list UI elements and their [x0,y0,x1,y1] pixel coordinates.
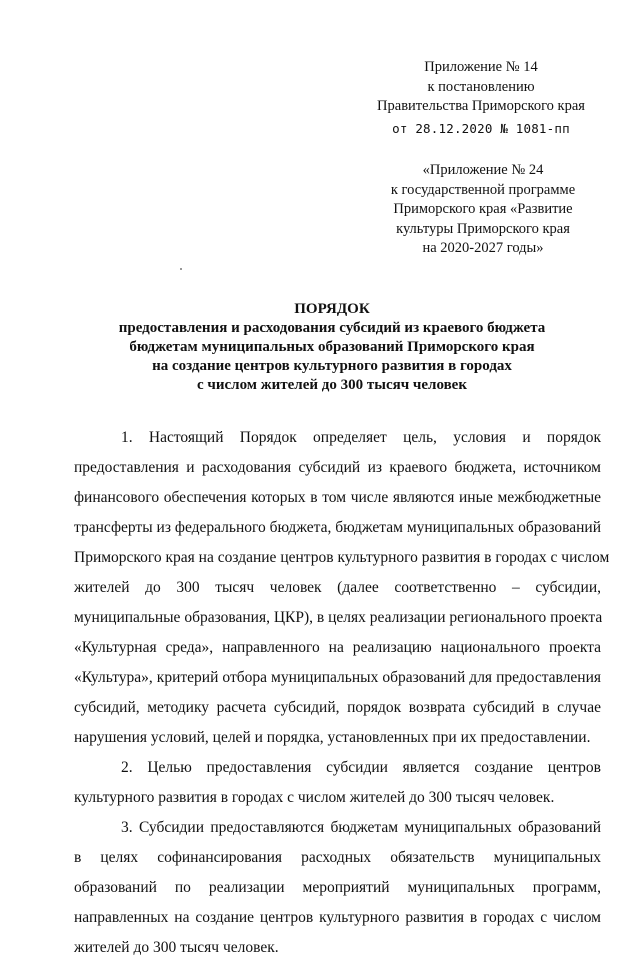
paragraph-line: в целях софинансирования расходных обязательств муниципальных [74,849,601,866]
paragraph-line: Приморского края на создание центров культурного развития в городах с числом [74,549,610,566]
program-reference [370,161,596,259]
document-title [80,300,584,395]
program-ref-line-3: Приморского края «Развитие [393,201,573,217]
attachment-resolution: к постановлению [427,78,535,95]
scan-speck [180,268,182,270]
paragraph-3 [74,813,601,963]
title-line-2: бюджетам муниципальных образований Приморского края [129,339,535,355]
paragraph-line: трансферты из федерального бюджета, бюджетам муниципальных образований [74,519,601,536]
program-ref-line-4: культуры Приморского края [396,220,570,237]
paragraph-line: финансового обеспечения которых в том числе являются иные межбюджетные [74,489,601,506]
paragraph-line: жителей до 300 тысяч человек. [74,939,279,956]
paragraph-line: жителей до 300 тысяч человек (далее соответственно – субсидии, [74,579,601,596]
paragraph-line: нарушения условий, целей и порядка, установленных при их предоставлении. [74,729,591,746]
paragraph-line: 1. Настоящий Порядок определяет цель, условия и порядок [121,429,601,446]
paragraph-line: культурного развития в городах с числом жителей до 300 тысяч человек. [74,789,555,806]
paragraph-2 [74,753,601,813]
document-body [74,423,610,963]
title-heading: ПОРЯДОК [294,301,370,317]
program-ref-line-5: на 2020-2027 годы» [422,240,544,256]
paragraph-line: субсидий, методику расчета субсидий, порядок возврата субсидий в случае [74,699,601,716]
paragraph-line: 3. Субсидии предоставляются бюджетам муниципальных образований [121,819,601,836]
attachment-government: Правительства Приморского края [377,98,585,114]
paragraph-line: «Культурная среда», направленного на реализацию национального проекта [74,639,601,656]
program-ref-line-1: «Приложение № 24 [422,162,544,178]
paragraph-line: 2. Целью предоставления субсидии является создание центров [121,759,601,776]
attachment-date: от 28.12.2020 № 1081-пп [392,120,570,136]
title-line-3: на создание центров культурного развития в городах [152,358,512,374]
attachment-number: Приложение № 14 [424,59,538,75]
paragraph-line: муниципальные образования, ЦКР), в целях реализации регионального проекта [74,609,603,626]
paragraph-line: образований по реализации мероприятий муниципальных программ, [74,879,601,896]
title-line-4: с числом жителей до 300 тысяч человек [197,377,467,393]
title-line-1: предоставления и расходования субсидий из краевого бюджета [118,320,546,336]
program-ref-line-2: к государственной программе [390,181,576,198]
paragraph-line: направленных на создание центров культурного развития в городах с числом [74,909,601,926]
paragraph-1 [74,423,610,753]
attachment-header [368,58,594,138]
paragraph-line: предоставления и расходования субсидий из краевого бюджета, источником [74,459,601,476]
paragraph-line: «Культура», критерий отбора муниципальных образований для предоставления [74,669,601,686]
